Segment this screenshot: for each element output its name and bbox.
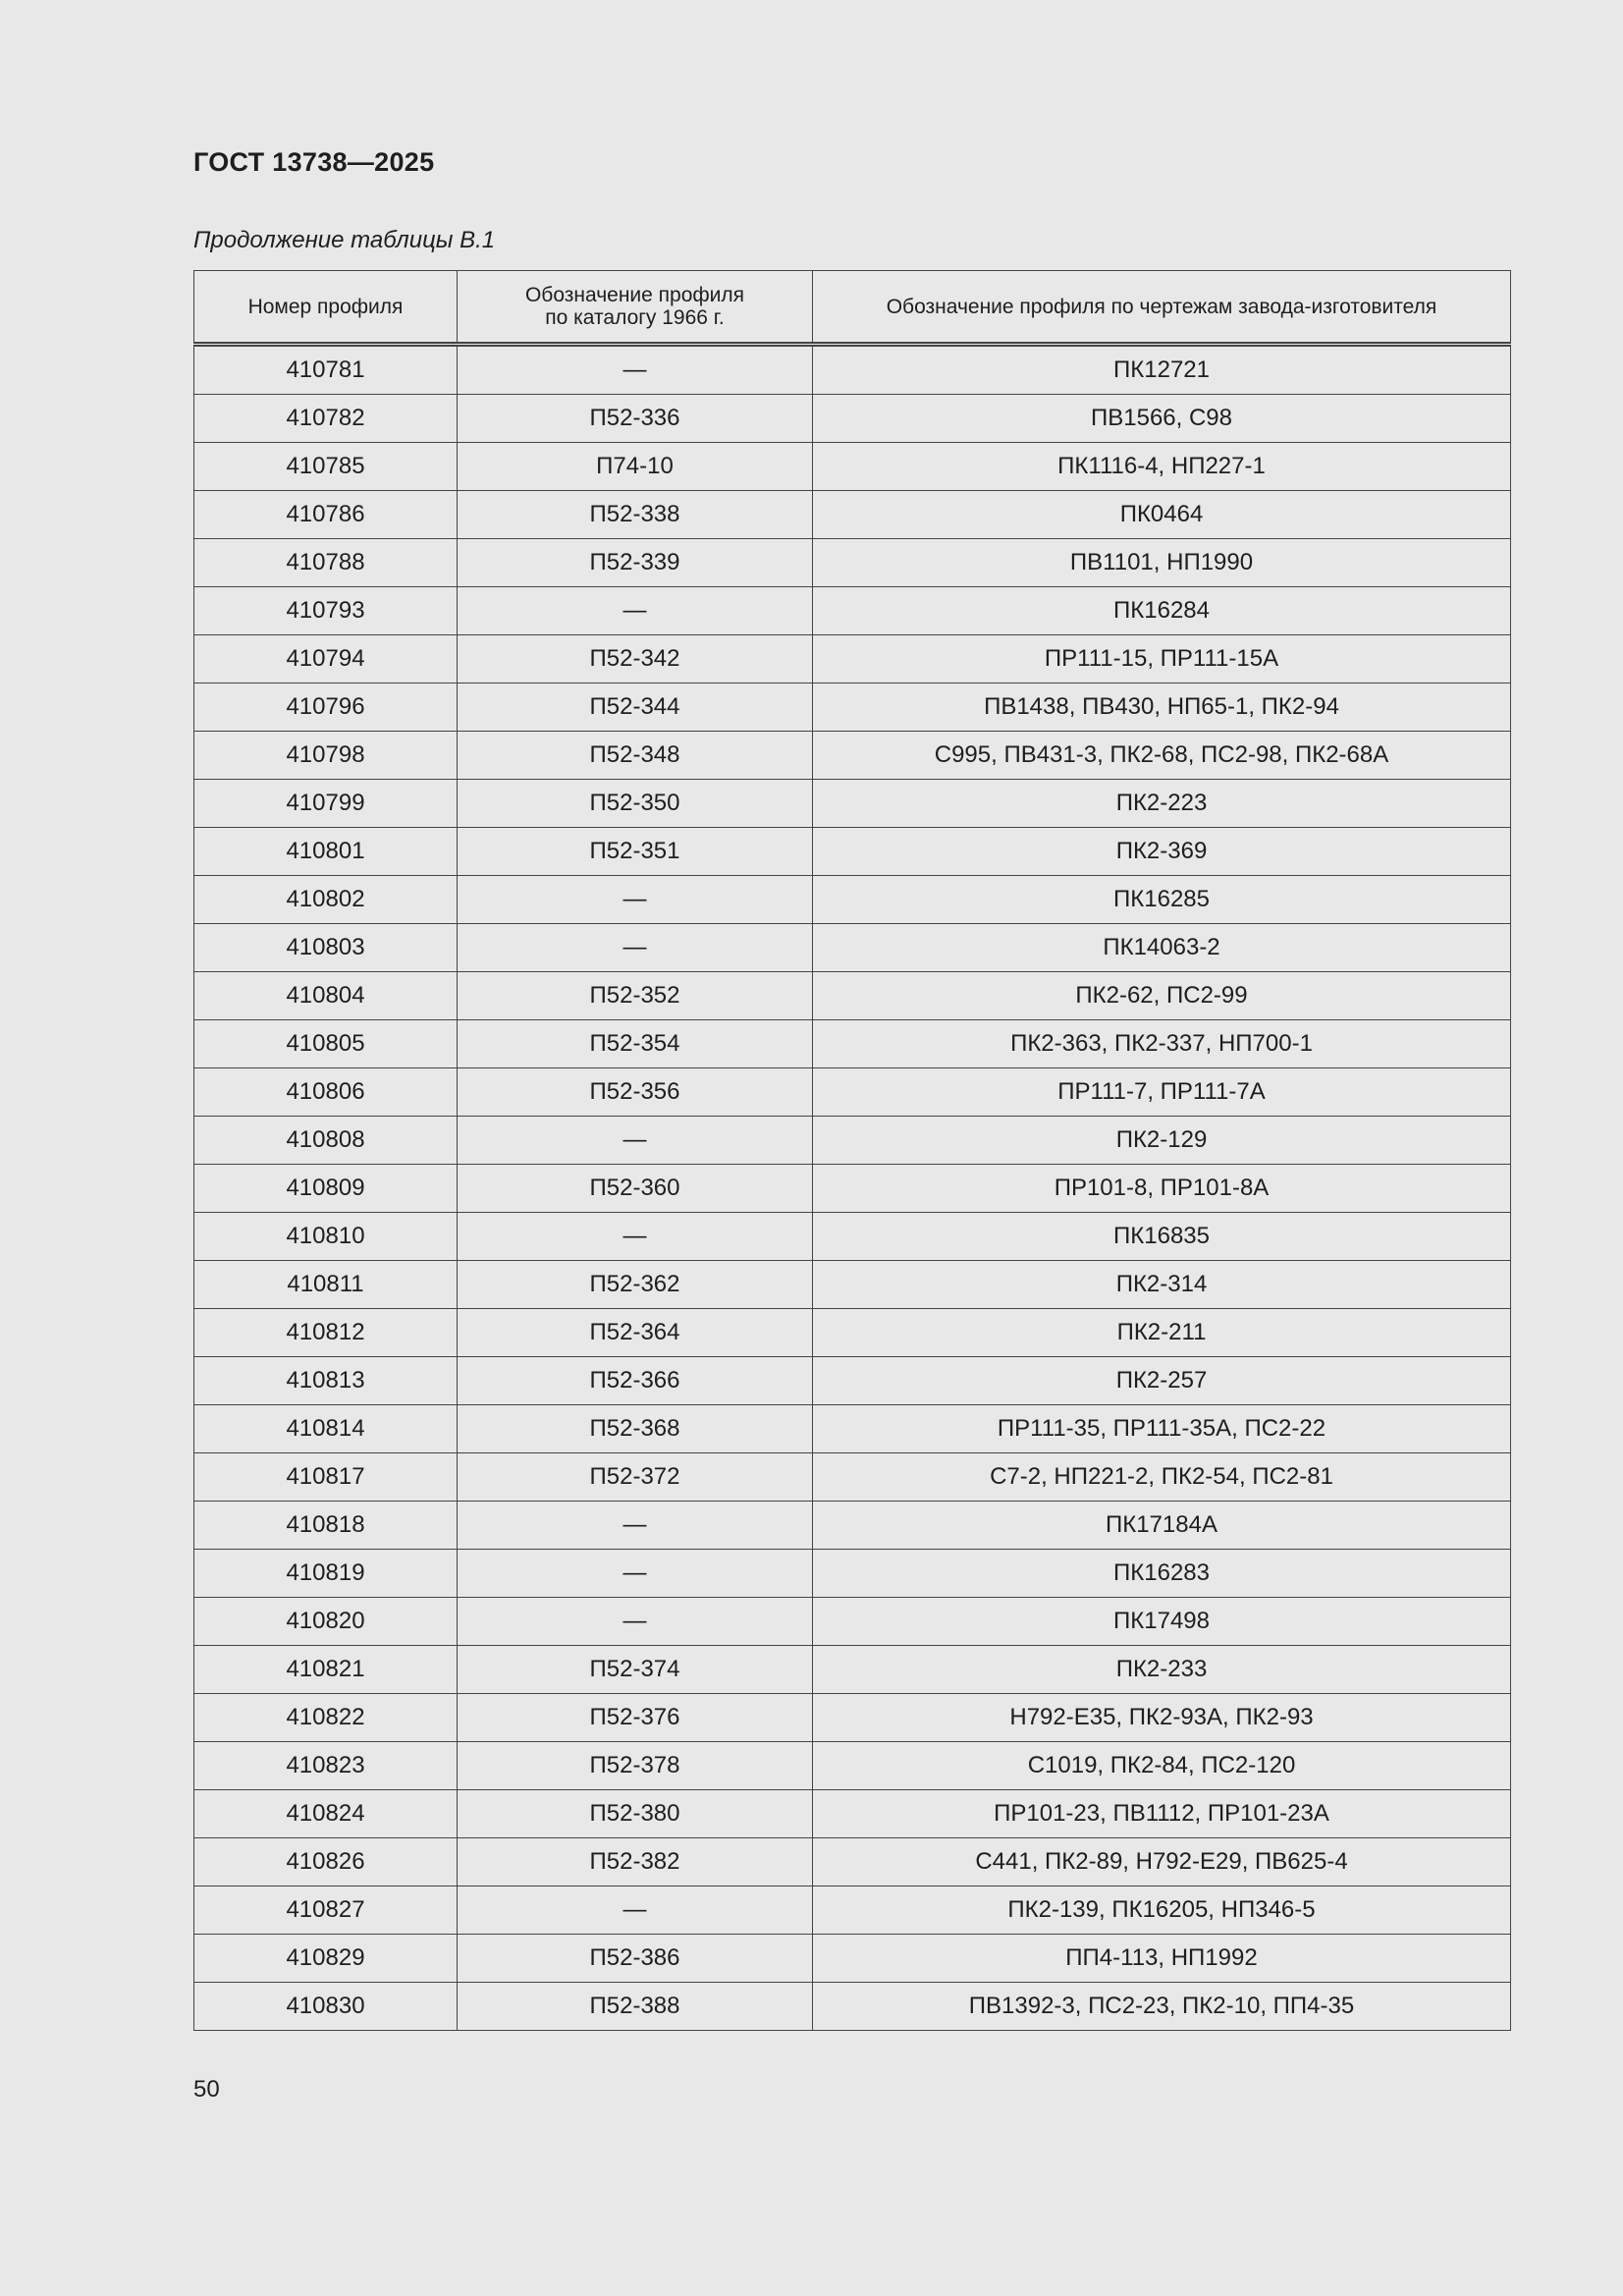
cell-catalog-1966: П52-380	[458, 1790, 813, 1838]
cell-factory-drawing: ПК2-369	[813, 828, 1511, 876]
table-row	[194, 1886, 1511, 1935]
cell-profile-number: 410821	[194, 1646, 458, 1694]
cell-profile-number: 410813	[194, 1357, 458, 1405]
cell-factory-drawing: ПК2-62, ПС2-99	[813, 972, 1511, 1020]
cell-profile-number: 410827	[194, 1886, 458, 1935]
cell-catalog-1966: —	[458, 1598, 813, 1646]
table-row	[194, 1068, 1511, 1117]
table-row	[194, 1790, 1511, 1838]
cell-profile-number: 410804	[194, 972, 458, 1020]
table-row	[194, 1935, 1511, 1983]
cell-factory-drawing: ПК0464	[813, 491, 1511, 539]
cell-factory-drawing: ПП4-113, НП1992	[813, 1935, 1511, 1983]
cell-profile-number: 410803	[194, 924, 458, 972]
table-row	[194, 828, 1511, 876]
cell-factory-drawing: ПК16283	[813, 1550, 1511, 1598]
table-row	[194, 924, 1511, 972]
column-header-factory-drawing: Обозначение профиля по чертежам завода-изготовителя	[813, 271, 1511, 345]
cell-profile-number: 410810	[194, 1213, 458, 1261]
cell-catalog-1966: П52-360	[458, 1165, 813, 1213]
cell-profile-number: 410823	[194, 1742, 458, 1790]
cell-catalog-1966: —	[458, 1550, 813, 1598]
profiles-table	[193, 270, 1511, 2031]
cell-profile-number: 410811	[194, 1261, 458, 1309]
cell-factory-drawing: ПК14063-2	[813, 924, 1511, 972]
table-row	[194, 1117, 1511, 1165]
cell-factory-drawing: ПК2-314	[813, 1261, 1511, 1309]
cell-profile-number: 410786	[194, 491, 458, 539]
column-header-catalog-1966-line1: Обозначение профиля	[524, 284, 745, 306]
table-row	[194, 635, 1511, 683]
cell-factory-drawing: ПК16284	[813, 587, 1511, 635]
table-row	[194, 683, 1511, 732]
cell-catalog-1966: П52-388	[458, 1983, 813, 2031]
cell-catalog-1966: —	[458, 924, 813, 972]
cell-profile-number: 410798	[194, 732, 458, 780]
cell-factory-drawing: С1019, ПК2-84, ПС2-120	[813, 1742, 1511, 1790]
cell-catalog-1966: П52-336	[458, 395, 813, 443]
cell-factory-drawing: ПК2-211	[813, 1309, 1511, 1357]
table-row	[194, 1357, 1511, 1405]
cell-profile-number: 410809	[194, 1165, 458, 1213]
cell-factory-drawing: ПК12721	[813, 345, 1511, 395]
cell-profile-number: 410781	[194, 345, 458, 395]
cell-catalog-1966: П52-376	[458, 1694, 813, 1742]
table-row	[194, 1453, 1511, 1502]
table-row	[194, 345, 1511, 395]
cell-profile-number: 410801	[194, 828, 458, 876]
cell-catalog-1966: П52-350	[458, 780, 813, 828]
cell-catalog-1966: П52-338	[458, 491, 813, 539]
table-row	[194, 1502, 1511, 1550]
cell-catalog-1966: П52-339	[458, 539, 813, 587]
cell-profile-number: 410796	[194, 683, 458, 732]
cell-profile-number: 410799	[194, 780, 458, 828]
table-header-row	[194, 271, 1511, 345]
table-row	[194, 1838, 1511, 1886]
cell-profile-number: 410817	[194, 1453, 458, 1502]
table-row	[194, 1694, 1511, 1742]
cell-profile-number: 410824	[194, 1790, 458, 1838]
cell-catalog-1966: П52-372	[458, 1453, 813, 1502]
cell-profile-number: 410794	[194, 635, 458, 683]
cell-factory-drawing: ПК2-233	[813, 1646, 1511, 1694]
cell-factory-drawing: ПВ1101, НП1990	[813, 539, 1511, 587]
cell-factory-drawing: ПВ1392-3, ПС2-23, ПК2-10, ПП4-35	[813, 1983, 1511, 2031]
table-body	[194, 345, 1511, 2031]
table-row	[194, 780, 1511, 828]
cell-profile-number: 410785	[194, 443, 458, 491]
table-row	[194, 395, 1511, 443]
table-row	[194, 972, 1511, 1020]
cell-catalog-1966: П52-344	[458, 683, 813, 732]
table-row	[194, 1261, 1511, 1309]
document-header: ГОСТ 13738—2025	[193, 147, 435, 177]
table-row	[194, 1983, 1511, 2031]
cell-profile-number: 410819	[194, 1550, 458, 1598]
cell-factory-drawing: С7-2, НП221-2, ПК2-54, ПС2-81	[813, 1453, 1511, 1502]
cell-factory-drawing: ПК16285	[813, 876, 1511, 924]
table-row	[194, 443, 1511, 491]
cell-catalog-1966: П52-348	[458, 732, 813, 780]
cell-catalog-1966: П52-374	[458, 1646, 813, 1694]
cell-catalog-1966: П52-354	[458, 1020, 813, 1068]
cell-profile-number: 410829	[194, 1935, 458, 1983]
cell-factory-drawing: С995, ПВ431-3, ПК2-68, ПС2-98, ПК2-68А	[813, 732, 1511, 780]
table-row	[194, 1405, 1511, 1453]
column-header-profile-number: Номер профиля	[194, 271, 458, 345]
cell-factory-drawing: ПВ1566, С98	[813, 395, 1511, 443]
cell-catalog-1966: П52-364	[458, 1309, 813, 1357]
cell-catalog-1966: —	[458, 345, 813, 395]
cell-catalog-1966: П52-366	[458, 1357, 813, 1405]
cell-catalog-1966: П52-356	[458, 1068, 813, 1117]
table-row	[194, 1598, 1511, 1646]
cell-factory-drawing: ПК17498	[813, 1598, 1511, 1646]
cell-factory-drawing: ПР111-7, ПР111-7А	[813, 1068, 1511, 1117]
table-caption: Продолжение таблицы В.1	[193, 227, 496, 253]
cell-factory-drawing: ПК16835	[813, 1213, 1511, 1261]
cell-catalog-1966: П52-352	[458, 972, 813, 1020]
cell-catalog-1966: П74-10	[458, 443, 813, 491]
cell-catalog-1966: П52-378	[458, 1742, 813, 1790]
table-row	[194, 1742, 1511, 1790]
cell-profile-number: 410806	[194, 1068, 458, 1117]
table-row	[194, 1165, 1511, 1213]
column-header-catalog-1966-line2: по каталогу 1966 г.	[545, 306, 725, 329]
cell-catalog-1966: —	[458, 876, 813, 924]
cell-catalog-1966: —	[458, 587, 813, 635]
cell-catalog-1966: П52-351	[458, 828, 813, 876]
cell-catalog-1966: П52-342	[458, 635, 813, 683]
cell-factory-drawing: ПР111-15, ПР111-15А	[813, 635, 1511, 683]
cell-profile-number: 410818	[194, 1502, 458, 1550]
cell-profile-number: 410814	[194, 1405, 458, 1453]
table-row	[194, 539, 1511, 587]
table-row	[194, 1213, 1511, 1261]
cell-factory-drawing: ПК17184А	[813, 1502, 1511, 1550]
cell-profile-number: 410808	[194, 1117, 458, 1165]
cell-factory-drawing: ПР111-35, ПР111-35А, ПС2-22	[813, 1405, 1511, 1453]
cell-catalog-1966: —	[458, 1117, 813, 1165]
cell-factory-drawing: ПК1116-4, НП227-1	[813, 443, 1511, 491]
cell-profile-number: 410826	[194, 1838, 458, 1886]
table-row	[194, 1646, 1511, 1694]
cell-catalog-1966: П52-362	[458, 1261, 813, 1309]
cell-profile-number: 410820	[194, 1598, 458, 1646]
cell-factory-drawing: ПК2-223	[813, 780, 1511, 828]
cell-catalog-1966: П52-386	[458, 1935, 813, 1983]
cell-catalog-1966: —	[458, 1502, 813, 1550]
cell-factory-drawing: ПК2-129	[813, 1117, 1511, 1165]
table-row	[194, 1550, 1511, 1598]
table-row	[194, 1020, 1511, 1068]
cell-profile-number: 410788	[194, 539, 458, 587]
cell-profile-number: 410822	[194, 1694, 458, 1742]
cell-catalog-1966: П52-368	[458, 1405, 813, 1453]
cell-factory-drawing: ПР101-8, ПР101-8А	[813, 1165, 1511, 1213]
cell-factory-drawing: ПК2-257	[813, 1357, 1511, 1405]
cell-catalog-1966: —	[458, 1886, 813, 1935]
cell-factory-drawing: ПК2-139, ПК16205, НП346-5	[813, 1886, 1511, 1935]
table-row	[194, 587, 1511, 635]
page-number: 50	[193, 2076, 220, 2103]
cell-factory-drawing: ПР101-23, ПВ1112, ПР101-23А	[813, 1790, 1511, 1838]
cell-catalog-1966: П52-382	[458, 1838, 813, 1886]
cell-catalog-1966: —	[458, 1213, 813, 1261]
cell-profile-number: 410802	[194, 876, 458, 924]
table-row	[194, 491, 1511, 539]
cell-factory-drawing: ПВ1438, ПВ430, НП65-1, ПК2-94	[813, 683, 1511, 732]
table-row	[194, 1309, 1511, 1357]
cell-profile-number: 410805	[194, 1020, 458, 1068]
cell-factory-drawing: ПК2-363, ПК2-337, НП700-1	[813, 1020, 1511, 1068]
cell-profile-number: 410830	[194, 1983, 458, 2031]
cell-factory-drawing: С441, ПК2-89, Н792-Е29, ПВ625-4	[813, 1838, 1511, 1886]
column-header-catalog-1966	[458, 271, 813, 345]
cell-profile-number: 410782	[194, 395, 458, 443]
table-row	[194, 876, 1511, 924]
cell-profile-number: 410793	[194, 587, 458, 635]
table-row	[194, 732, 1511, 780]
cell-profile-number: 410812	[194, 1309, 458, 1357]
cell-factory-drawing: Н792-Е35, ПК2-93А, ПК2-93	[813, 1694, 1511, 1742]
